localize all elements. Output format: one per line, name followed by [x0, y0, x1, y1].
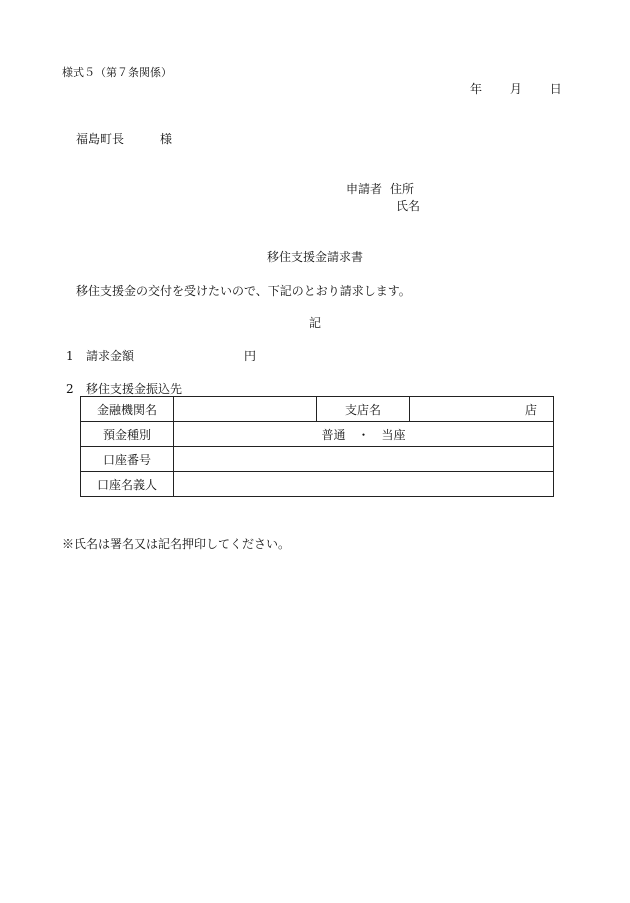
date-month: 月 [509, 82, 522, 96]
addressee-honorific: 様 [160, 132, 173, 146]
deposit-type-cell[interactable]: 普通 ・ 当座 [174, 422, 554, 447]
account-number-cell[interactable] [174, 447, 554, 472]
item2-label: 移住支援金振込先 [86, 382, 183, 396]
form-number: 様式５（第７条関係） [62, 66, 172, 79]
addressee [76, 132, 172, 146]
item2-number: 2 [66, 382, 74, 396]
body-text: 移住支援金の交付を受けたいので、下記のとおり請求します。 [76, 284, 411, 298]
name-label: 氏名 [396, 199, 421, 213]
address-label: 住所 [390, 182, 415, 196]
item-request-amount [66, 349, 256, 363]
document-title: 移住支援金請求書 [266, 250, 363, 264]
table-row [81, 422, 554, 447]
addressee-name: 福島町長 [76, 132, 125, 146]
bank-name-cell[interactable] [174, 397, 317, 422]
item1-label: 請求金額 [86, 349, 135, 363]
applicant-address-line [346, 182, 414, 196]
deposit-type-label: 預金種別 [81, 422, 174, 447]
table-row [81, 397, 554, 422]
bank-name-label: 金融機関名 [81, 397, 174, 422]
table-row [81, 447, 554, 472]
item-transfer-destination [66, 382, 182, 396]
branch-label: 支店名 [317, 397, 410, 422]
ki-marker: 記 [308, 316, 321, 330]
item1-number: 1 [66, 349, 74, 363]
signature-note: ※氏名は署名又は記名押印してください。 [62, 537, 291, 551]
account-number-label: 口座番号 [81, 447, 174, 472]
bank-table [80, 396, 554, 497]
account-holder-cell[interactable] [174, 472, 554, 497]
applicant-role: 申請者 [346, 182, 383, 196]
branch-cell[interactable]: 店 [410, 397, 554, 422]
item1-unit: 円 [244, 349, 257, 363]
date-year: 年 [470, 82, 483, 96]
table-row [81, 472, 554, 497]
date-day: 日 [549, 82, 562, 96]
date-line [470, 82, 562, 96]
account-holder-label: 口座名義人 [81, 472, 174, 497]
